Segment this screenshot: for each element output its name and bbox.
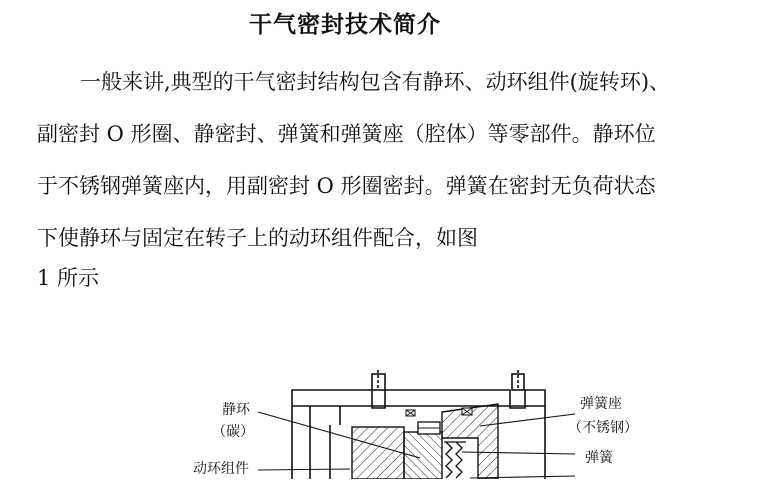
label-spring-seat-material: （不锈钢） xyxy=(568,420,638,436)
label-static-ring-material: （碳） xyxy=(212,424,254,440)
figure-reference: 1 所示 xyxy=(37,266,100,290)
seal-cross-section-drawing xyxy=(0,330,763,479)
paragraph-line: 于不锈钢弹簧座内，用副密封 O 形圈密封。弹簧在密封无负荷状态 xyxy=(37,174,656,198)
document-title: 干气密封技术简介 xyxy=(249,12,441,38)
paragraph-line: 副密封 O 形圈、静密封、弹簧和弹簧座（腔体）等零部件。静环位 xyxy=(37,122,656,146)
label-static-ring: 静环 xyxy=(222,402,250,418)
spring-coil xyxy=(444,442,466,478)
paragraph-line: 下使静环与固定在转子上的动环组件配合，如图 xyxy=(37,226,478,250)
paragraph-line: 一般来讲,典型的干气密封结构包含有静环、动环组件(旋转环)、 xyxy=(80,70,671,94)
rotor-assembly-part xyxy=(352,427,404,479)
label-spring-seat: 弹簧座 xyxy=(580,396,622,412)
seal-diagram-figure xyxy=(0,330,763,479)
body-paragraph xyxy=(37,56,727,264)
label-rotor-assembly: 动环组件 xyxy=(193,461,249,477)
label-spring: 弹簧 xyxy=(585,450,613,466)
